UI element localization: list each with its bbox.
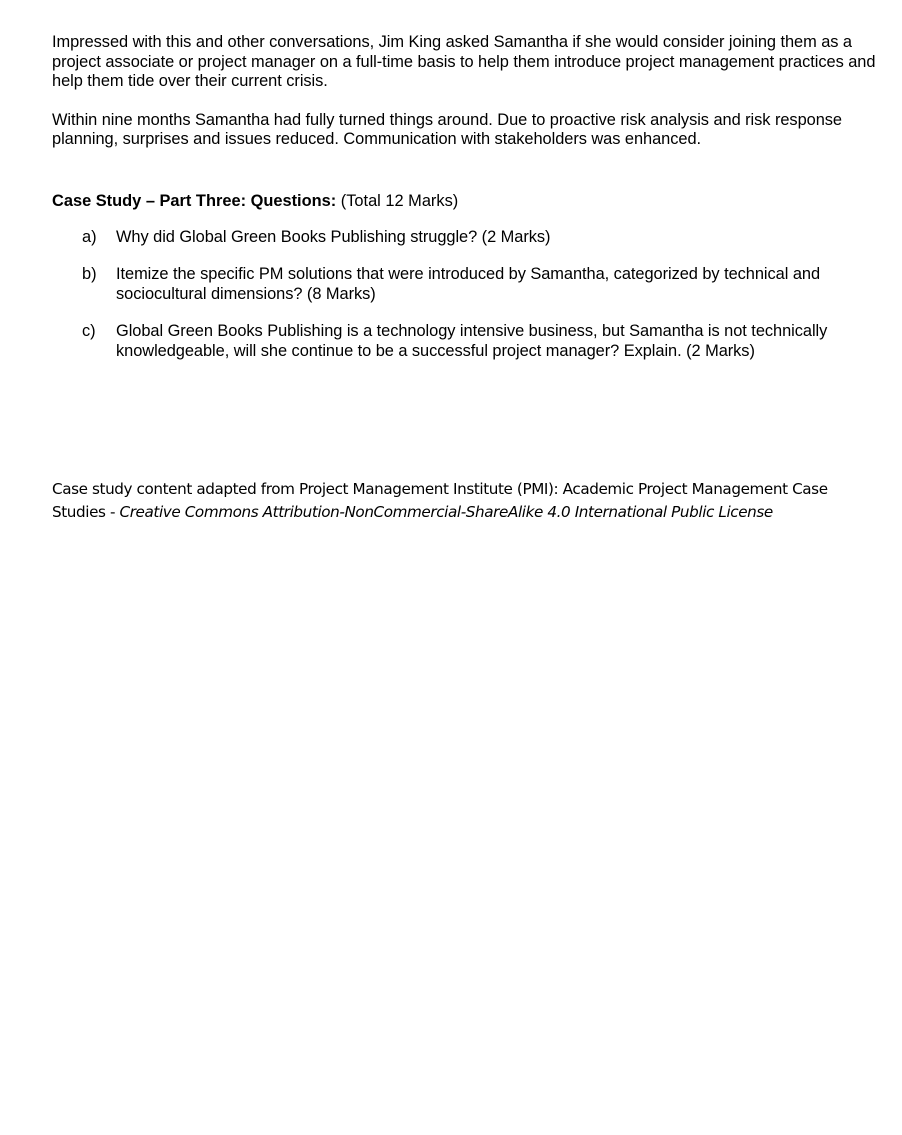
question-item-c: [52, 322, 892, 361]
question-text-b: Itemize the specific PM solutions that were introduced by Samantha, categorized by technical and sociocultural dimensions? (8 Marks): [116, 265, 821, 303]
question-list: [52, 228, 892, 362]
question-marker-a: a): [82, 227, 97, 246]
section-heading-marks: (Total 12 Marks): [336, 191, 459, 210]
source-credit-text: Case study content adapted from Project Management Institute (PMI): Academic Project Management Case Studies -: [52, 480, 828, 521]
source-credit: [52, 478, 852, 524]
question-text-c: Global Green Books Publishing is a technology intensive business, but Samantha is not technically knowledgeable, will she continue to be a successful project manager? Explain. (2 Marks): [116, 322, 828, 360]
section-heading: [52, 191, 892, 211]
question-item-b: [52, 265, 892, 304]
question-item-a: [52, 228, 892, 248]
paragraph-job-offer: Impressed with this and other conversations, Jim King asked Samantha if she would consider joining them as a project associate or project manager on a full-time basis to help them introduce project management practices and help them tide over their current crisis.: [52, 33, 876, 90]
document-page: [52, 33, 892, 524]
license-name: Creative Commons Attribution-NonCommercial-ShareAlike 4.0 International Public License: [119, 503, 773, 521]
section-heading-title: Case Study – Part Three: Questions:: [52, 191, 337, 210]
question-text-a: Why did Global Green Books Publishing struggle? (2 Marks): [116, 227, 551, 246]
question-marker-b: b): [82, 265, 97, 283]
paragraph-turnaround: Within nine months Samantha had fully turned things around. Due to proactive risk analysis and risk response planning, surprises and issues reduced. Communication with stakeholders was enhanced.: [52, 110, 842, 148]
question-marker-c: c): [82, 322, 96, 340]
